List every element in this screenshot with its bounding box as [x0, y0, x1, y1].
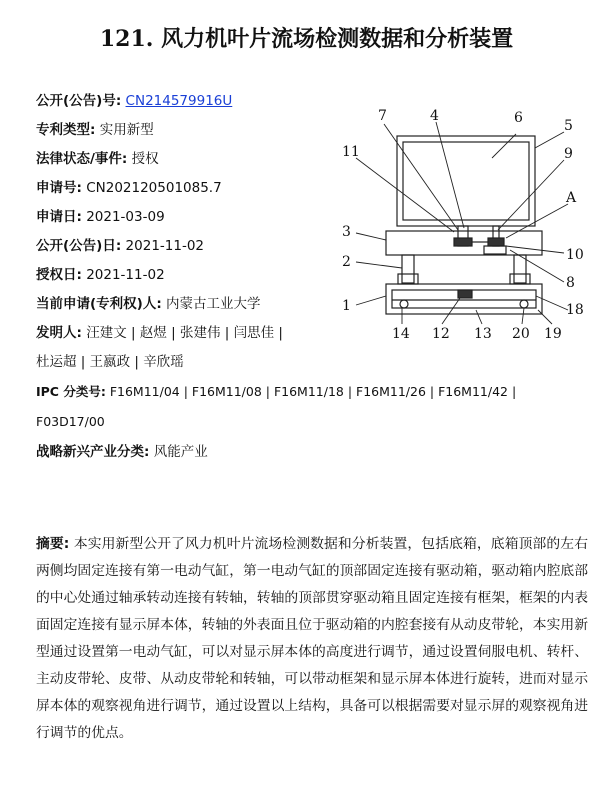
ipc-row-2	[36, 413, 105, 431]
app-no-row	[36, 179, 222, 197]
page-title: 121. 风力机叶片流场检测数据和分析装置	[99, 26, 514, 52]
abstract-text: 本实用新型公开了风力机叶片流场检测数据和分析装置，包括底箱，底箱顶部的左右两侧均固定连接有第一电动气缸，第一电动气缸的顶部固定连接有驱动箱，驱动箱内腔底部的中心处通过轴承转动连接有转轴，转轴的顶部贯穿驱动箱且固定连接有框架，框架的内表面固定连接有显示屏本体，转轴的外表面且位于驱动箱的内腔套接有从动皮带轮，本实用新型通过设置第一电动气缸，可以对显示屏本体的高度进行调节，通过设置伺服电机、转杆、主动皮带轮、皮带、从动皮带轮和转轴，可以带动框架和显示屏本体进行旋转，进而对显示屏本体的观察视角进行调节，通过设置以上结构，具备可以根据需要对显示屏的观察视角进行调节的优点。	[36, 536, 589, 741]
leader-2	[356, 262, 402, 268]
app-date-label: 申请日:	[36, 209, 82, 225]
ipc-label: IPC 分类号:	[36, 384, 106, 399]
applicant-value: 内蒙古工业大学	[166, 296, 261, 312]
pub-no-row	[36, 92, 232, 110]
abstract	[36, 531, 588, 747]
pub-date-value: 2021-11-02	[125, 238, 205, 254]
part-label: 12	[432, 326, 450, 342]
ipc-row	[36, 383, 516, 401]
type-value: 实用新型	[99, 122, 154, 138]
leader-3	[356, 233, 386, 240]
inventor-row	[36, 324, 283, 342]
app-no-value: CN202120501085.7	[86, 180, 222, 196]
status-row	[36, 150, 159, 168]
part-label: 5	[564, 118, 573, 134]
part-label: 8	[566, 275, 575, 291]
part-label: 19	[544, 326, 562, 342]
leader-18	[536, 296, 568, 310]
leader-13	[476, 310, 482, 324]
ipc-line-1: F16M11/04 | F16M11/08 | F16M11/18 | F16M11/26 | F16M11/42 |	[109, 384, 517, 399]
type-row	[36, 121, 154, 139]
app-date-value: 2021-03-09	[86, 209, 165, 225]
part-label: 14	[392, 326, 410, 342]
leader-4	[436, 122, 464, 228]
part-label: 7	[378, 108, 387, 124]
leader-11	[356, 158, 454, 232]
status-label: 法律状态/事件:	[36, 151, 128, 167]
part-label: 3	[342, 224, 351, 240]
app-no-label: 申请号:	[36, 180, 82, 196]
leader-20	[522, 308, 524, 324]
base-box	[386, 284, 542, 314]
part-label: 20	[512, 326, 530, 342]
industry-value: 风能产业	[153, 444, 208, 460]
type-label: 专利类型:	[36, 122, 96, 138]
leader-6	[492, 134, 516, 158]
status-value: 授权	[131, 151, 159, 167]
part-label: 1	[342, 298, 351, 314]
pub-date-row	[36, 237, 204, 255]
pub-date-label: 公开(公告)日:	[36, 238, 122, 254]
leader-5	[535, 132, 564, 148]
leader-19	[538, 310, 552, 324]
servo-motor	[484, 246, 506, 254]
part-label: 11	[342, 144, 360, 160]
leader-9	[498, 160, 564, 230]
industry-row	[36, 443, 208, 461]
grant-date-label: 授权日:	[36, 267, 82, 283]
part-label: 10	[566, 247, 584, 263]
pub-no-link[interactable]: CN214579916U	[125, 93, 233, 109]
leader-7	[384, 124, 458, 230]
inventor-line-1: 汪建文 | 赵煜 | 张建伟 | 闫思佳 |	[86, 325, 283, 341]
drive-pulley	[488, 238, 504, 246]
part-label: 9	[564, 146, 573, 162]
part-label: 13	[474, 326, 492, 342]
ipc-line-2: F03D17/00	[36, 414, 105, 429]
leader-a	[506, 204, 568, 238]
right-wheel	[520, 300, 528, 308]
part-label: 2	[342, 254, 351, 270]
left-wheel	[400, 300, 408, 308]
part-label: 6	[514, 110, 523, 126]
applicant-label: 当前申请(专利权)人:	[36, 296, 162, 312]
right-cylinder	[514, 255, 526, 283]
leader-10	[506, 246, 564, 253]
drawing-structure	[386, 136, 542, 314]
app-date-row	[36, 208, 165, 226]
driven-pulley	[454, 238, 472, 246]
part-label: A	[566, 190, 577, 206]
grant-date-value: 2021-11-02	[86, 267, 165, 283]
left-cylinder	[402, 255, 414, 283]
inventor-label: 发明人:	[36, 325, 82, 341]
inventor-row-2	[36, 353, 184, 371]
abstract-label: 摘要:	[36, 536, 70, 552]
base-block	[458, 290, 472, 298]
applicant-row	[36, 295, 261, 313]
part-label: 18	[566, 302, 584, 318]
part-label: 4	[430, 108, 439, 124]
leader-12	[442, 298, 460, 324]
leader-1	[356, 296, 386, 305]
inventor-line-2: 杜运超 | 王嬴政 | 辛欣瑶	[36, 354, 184, 370]
grant-date-row	[36, 266, 165, 284]
pub-no-label: 公开(公告)号:	[36, 93, 122, 109]
industry-label: 战略新兴产业分类:	[36, 444, 150, 460]
patent-drawing	[340, 100, 590, 350]
